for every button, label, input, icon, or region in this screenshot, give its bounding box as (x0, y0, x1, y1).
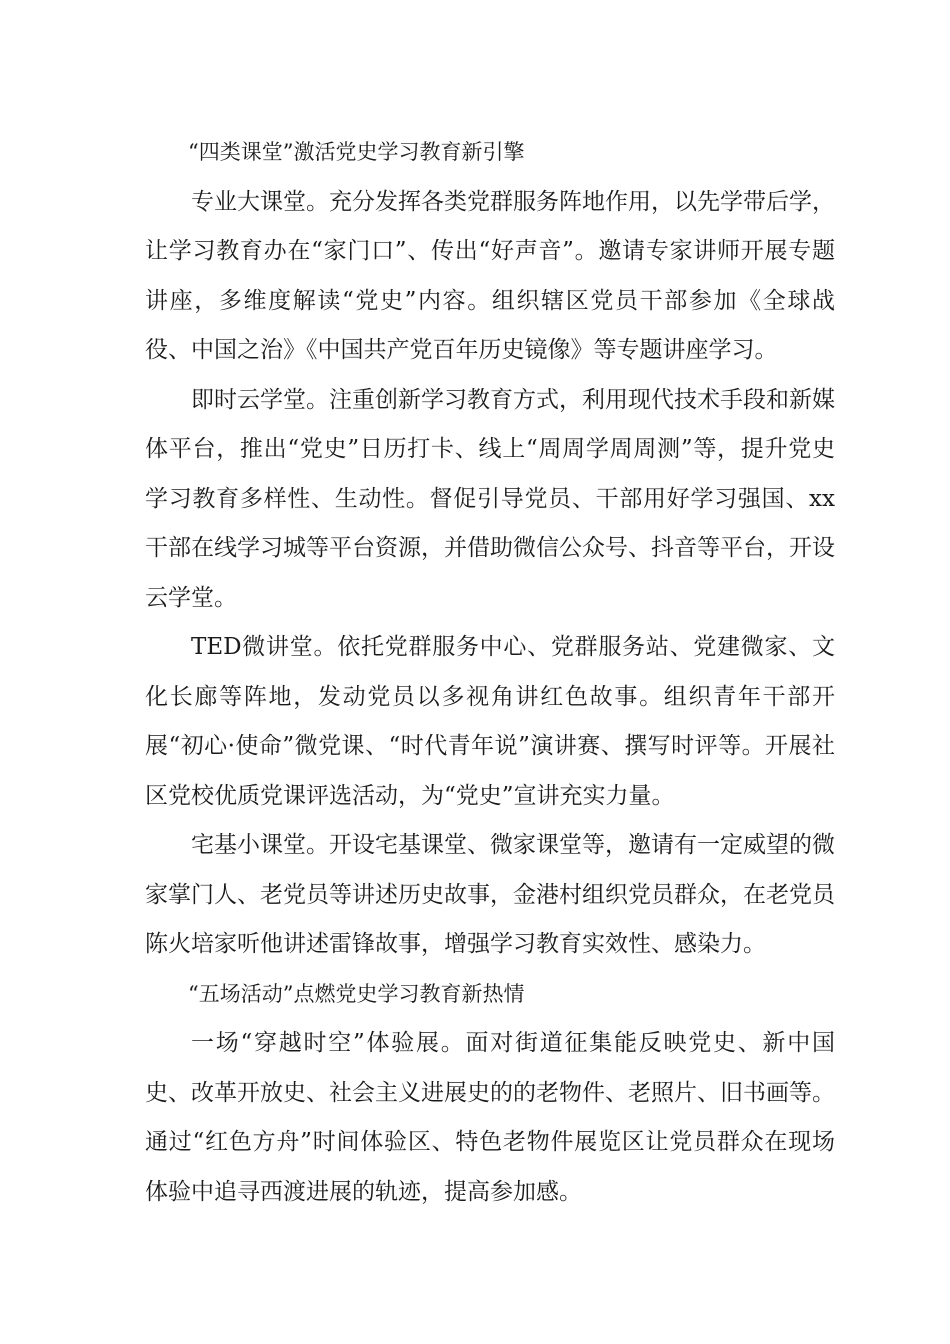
paragraph-professional-classroom: 专业大课堂。充分发挥各类党群服务阵地作用，以先学带后学，让学习教育办在“家门口”、传出“好声音”。邀请专家讲师开展专题讲座，多维度解读“党史”内容。组织辖区党员干部参加《全球战役、中国之治》《中国共产党百年历史镜像》等专题讲座学习。 (145, 188, 835, 363)
document-body (145, 128, 835, 1217)
paragraph-ted-micro-lecture: TED微讲堂。依托党群服务中心、党群服务站、党建微家、文化长廊等阵地，发动党员以多视角讲红色故事。组织青年干部开展“初心·使命”微党课、“时代青年说”演讲赛、撰写时评等。开展社区党校优质党课评选活动，为“党史”宣讲充实力量。 (145, 634, 835, 809)
section-heading-four-classrooms: “四类课堂”激活党史学习教育新引擎 (188, 140, 525, 164)
paragraph-homestead-classroom: 宅基小课堂。开设宅基课堂、微家课堂等，邀请有一定威望的微家掌门人、老党员等讲述历史故事，金港村组织党员群众，在老党员陈火培家听他讲述雷锋故事，增强学习教育实效性、感染力。 (145, 832, 835, 957)
section-heading-five-activities: “五场活动”点燃党史学习教育新热情 (188, 981, 525, 1006)
paragraph-time-travel-exhibition: 一场“穿越时空”体验展。面对街道征集能反映党史、新中国史、改革开放史、社会主义进展史的的老物件、老照片、旧书画等。通过“红色方舟”时间体验区、特色老物件展览区让党员群众在现场体验中追寻西渡进展的轨迹，提高参加感。 (145, 1030, 835, 1205)
paragraph-cloud-classroom: 即时云学堂。注重创新学习教育方式，利用现代技术手段和新媒体平台，推出“党史”日历打卡、线上“周周学周周测”等，提升党史学习教育多样性、生动性。督促引导党员、干部用好学习强国、xx干部在线学习城等平台资源，并借助微信公众号、抖音等平台，开设云学堂。 (145, 386, 835, 611)
